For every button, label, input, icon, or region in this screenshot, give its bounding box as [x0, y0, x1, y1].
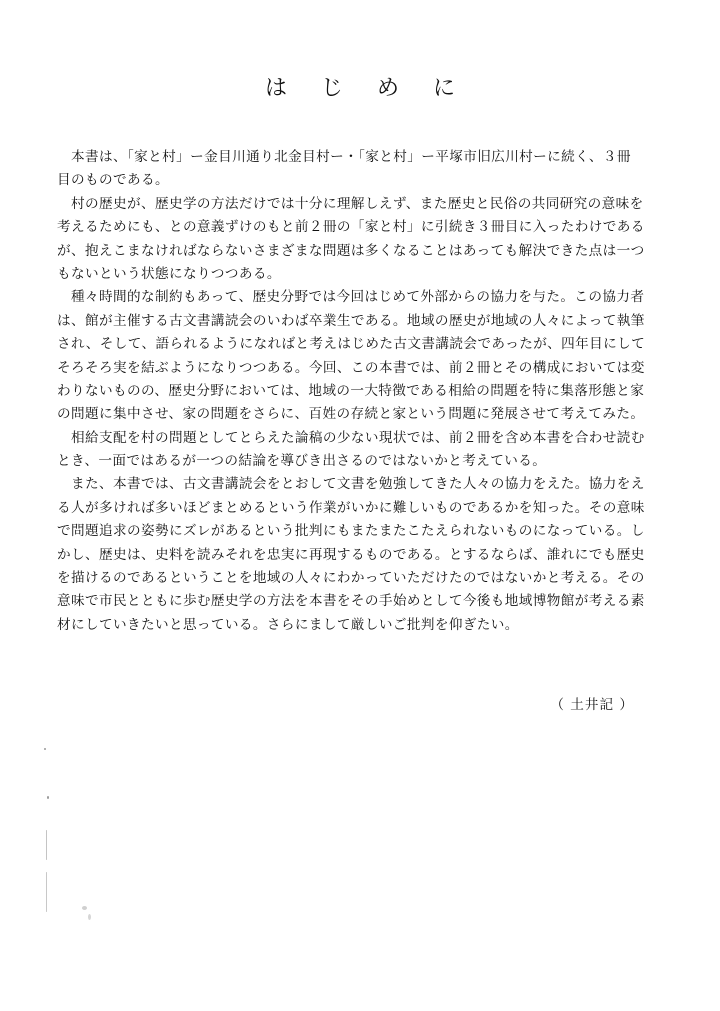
body-line: は、館が主催する古文書講読会のいわば卒業生である。地域の歴史が地域の人々によって執筆 — [57, 312, 645, 329]
body-line: され、そして、語られるようになればと考えはじめた古文書講読会であったが、四年目にして — [57, 336, 646, 353]
body-line: また、本書では、古文書講読会をとおして文書を勉強してきた人々の協力をえた。協力をえ — [57, 476, 645, 493]
body-line: 目のものである。 — [57, 172, 169, 189]
body-line: 意味で市民とともに歩む歴史学の方法を本書をその手始めとして今後も地域博物館が考える素 — [57, 593, 645, 610]
body-line: もないという状態になりつつある。 — [57, 265, 281, 282]
scan-speck — [88, 914, 91, 920]
body-line: る人が多ければ多いほどまとめるという作業がいかに難しいものであるかを知った。その意味 — [57, 499, 645, 516]
scan-speck — [46, 872, 47, 912]
scan-speck — [47, 796, 49, 799]
body-line: かし、歴史は、史料を読みそれを忠実に再現するものである。とするならば、誰れにでも歴史 — [57, 546, 645, 563]
scan-speck — [82, 906, 87, 910]
body-text — [57, 146, 664, 637]
scan-speck — [46, 830, 47, 860]
body-line: わりないものの、歴史分野においては、地域の一大特徴である相給の問題を特に集落形態と家 — [57, 382, 645, 399]
body-line: 本書は、「家と村」ー金目川通り北金目村ー・「家と村」ー平塚市旧広川村ーに続く、３冊 — [57, 149, 631, 165]
body-line: 相給支配を村の問題としてとらえた論稿の少ない現状では、前２冊を含め本書を合わせ読む — [57, 429, 645, 446]
body-line: を描けるのであるということを地域の人々にわかっていただけたのではないかと考える。その — [57, 570, 645, 587]
body-line: 考えるためにも、との意義ずけのもと前２冊の「家と村」に引続き３冊目に入ったわけである — [57, 219, 645, 236]
body-line: が、抱えこまなければならないさまざまな問題は多くなることはあっても解決できた点は一つ — [57, 242, 645, 259]
body-line: 村の歴史が、歴史学の方法だけでは十分に理解しえず、また歴史と民俗の共同研究の意味を — [57, 195, 644, 212]
scan-speck — [44, 748, 46, 750]
body-line: そろそろ実を結ぶようになりつつある。今回、この本書では、前２冊とその構成においては変 — [57, 359, 645, 376]
body-line: 材にしていきたいと思っている。さらにまして厳しいご批判を仰ぎたい。 — [57, 616, 519, 633]
body-line: とき、一面ではあるが一つの結論を導びき出さるのではないかと考えている。 — [57, 453, 547, 470]
body-line: 種々時間的な制約もあって、歴史分野では今回はじめて外部からの協力を与た。この協力者 — [57, 289, 645, 306]
body-line: の問題に集中させ、家の問題をさらに、百姓の存続と家という問題に発展させて考えてみた。 — [57, 406, 645, 423]
page-title: はじめに — [264, 76, 489, 101]
body-line: で問題追求の姿勢にズレがあるという批判にもまたまたこたえられないものになっている。し — [57, 523, 645, 540]
author-signature: （ 土井記 ） — [550, 697, 634, 713]
